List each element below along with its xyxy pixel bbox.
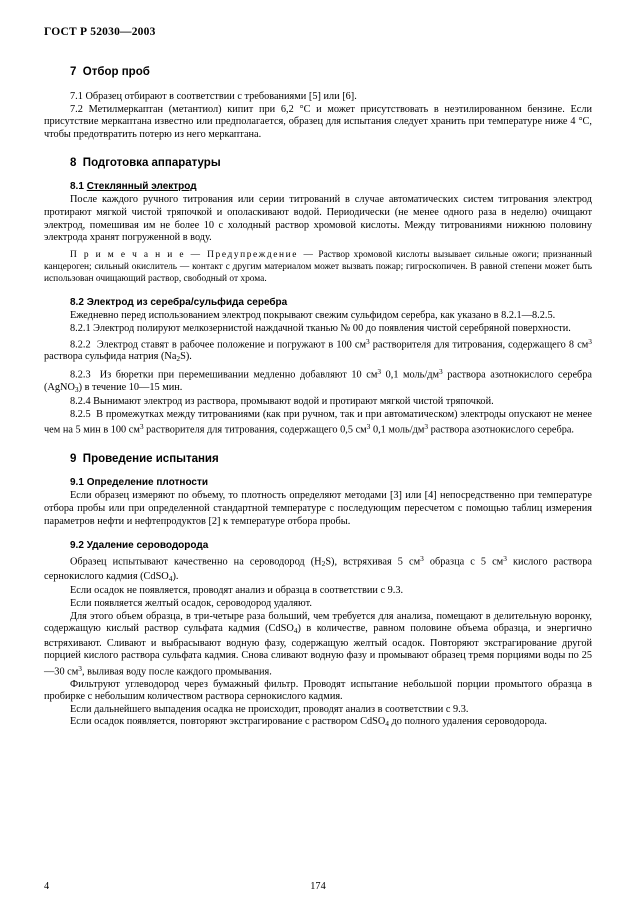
paragraph-9-2-a: Образец испытывают качественно на сероводород $(H_2S)$, встряхивая 5 $см^3$ образца с 5 $см^3$ кислого раствора сернокислого кадмия (CdSO$_4$). <box>44 554 592 583</box>
paragraph-9-2-c: Если появляется желтый осадок, сероводород удаляют. <box>70 597 312 609</box>
section-title-7: Отбор проб <box>82 66 150 78</box>
subsection-title-8-1: Стеклянный электрод <box>86 181 197 193</box>
paragraph-8-2-3: 8.2.3 Из бюретки при перемешивании медленно добавляют 10 $см^3$ 0,1 моль/$дм^3$ раствора азотнокислого серебра (AgNO$_3$) в течение 10—15 мин. <box>44 366 592 394</box>
note-text: Раствор хромовой кислоты вызывает сильные ожоги; признанный канцероген; сильный окислитель — контакт с другим материалом может вызвать пожар; гигроскопичен. В равной степени может быть использован очищающий раствор, свободный от хрома. <box>44 249 592 285</box>
section-heading-7 <box>44 66 592 78</box>
subsection-heading-9-2 <box>44 540 592 551</box>
footer-page-center: 174 <box>310 881 326 892</box>
subsection-heading-8-1 <box>44 181 592 192</box>
paragraph-8-2-1: 8.2.1 Электрод полируют мелкозернистой наждачной тканью № 00 до появления чистой серебряной поверхности. <box>70 322 571 334</box>
note-label: П р и м е ч а н и е — Предупреждение — <box>70 249 315 260</box>
subsection-title-9-2: Удаление сероводорода <box>86 540 209 552</box>
paragraph-9-2-d: Для этого объем образца, в три-четыре раза больший, чем требуется для анализа, помещают в делительную воронку, содержащую кислый раствор сульфата кадмия (CdSO$_4$) в количестве, равном половине объема образца, и энергично встряхивают. Сливают и выбрасывают водную фазу, содержащую желтый осадок. Повторяют экстрагирование другой порцией кислого раствора сульфата кадмия. Снова сливают водную фазу и промывают образец тремя порциями воды по 25—30 $см^3$, выливая воду после каждого промывания. <box>44 610 592 678</box>
footer-page-left: 4 <box>44 881 50 892</box>
note-8-1 <box>44 249 592 286</box>
paragraph-9-2-g: Если осадок появляется, повторяют экстрагирование с раствором CdSO$_4$ до полного удаления сероводорода. <box>70 716 547 729</box>
paragraph-7-1: 7.1 Образец отбирают в соответствии с требованиями [5] или [6]. <box>70 91 357 102</box>
subsection-number-8-1: 8.1 <box>70 181 84 193</box>
section-heading-8 <box>44 157 592 169</box>
paragraph-7-2: 7.2 Метилмеркаптан (метантиол) кипит при 6,2 °С и может присутствовать в неэтилированном бензине. Если присутствие меркаптана известно или предполагается, образец для испытания следует хранить при температуре ниже 4 °С, чтобы предотвратить потерю из него меркаптана. <box>44 103 592 140</box>
subsection-title-8-2: Электрод из серебра/сульфида серебра <box>86 297 288 309</box>
subsection-number-9-1: 9.1 <box>70 477 84 489</box>
subsection-number-9-2: 9.2 <box>70 540 84 552</box>
document-header: ГОСТ Р 52030—2003 <box>44 26 156 38</box>
section-title-8: Подготовка аппаратуры <box>82 157 221 170</box>
paragraph-8-2-4: 8.2.4 Вынимают электрод из раствора, промывают водой и протирают мягкой чистой тряпочкой. <box>70 396 494 408</box>
subsection-heading-8-2 <box>44 297 592 308</box>
section-heading-9 <box>44 453 592 465</box>
section-number-9: 9 <box>70 453 77 466</box>
paragraph-9-1-body: Если образец измеряют по объему, то плотность определяют методами [3] или [4] непосредственно при температуре отбора пробы или при определенной стандартной температуре с последующим пересчетом с помощью таблиц измерения параметров нефти и нефтепродуктов [2] к температуре отбора пробы. <box>44 490 592 527</box>
paragraph-8-2-2: 8.2.2 Электрод ставят в рабочее положение и погружают в 100 $см^3$ растворителя для титрования, содержащего 8 $см^3$ раствора сульфида натрия $(Na_2S)$. <box>44 336 592 364</box>
paragraph-9-2-b: Если осадок не появляется, проводят анализ и образца в соответствии с 9.3. <box>70 585 404 597</box>
section-number-8: 8 <box>70 157 77 170</box>
paragraph-9-2-f: Если дальнейшего выпадения осадка не происходит, проводят анализ в соответствии с 9.3. <box>70 703 469 715</box>
paragraph-8-2-5: 8.2.5 В промежутках между титрованиями (как при ручном, так и при автоматическом) электроды опускают не менее чем на 5 мин в 100 $см^3$ растворителя для титрования, содержащего 0,5 $см^3$ 0,1 моль/$дм^3$ раствора азотнокислого серебра. <box>44 408 592 436</box>
paragraph-8-2-intro: Ежедневно перед использованием электрод покрывают свежим сульфидом серебра, как указано в 8.2.1—8.2.5. <box>70 310 556 322</box>
section-title-9: Проведение испытания <box>82 453 219 466</box>
subsection-number-8-2: 8.2 <box>70 297 84 309</box>
paragraph-8-1-body: После каждого ручного титрования или серии титрований в случае автоматических систем титрования электрод протирают мягкой чистой тряпочкой и ополаскивают водой. Периодически (не менее одного раза в неделю) очищают электрод, помешивая им не более 10 с холодный раствор хромовой кислоты. Между титрованиями нижнюю половину электрода хранят погруженной в воду. <box>44 194 592 244</box>
paragraph-9-2-e: Фильтруют углеводород через бумажный фильтр. Проводят испытание небольшой порции промытого образца в пробирке с небольшим количеством раствора сернокислого кадмия. <box>44 678 592 703</box>
section-number-7: 7 <box>70 66 77 78</box>
page-footer <box>44 881 592 892</box>
subsection-title-9-1: Определение плотности <box>86 477 209 489</box>
subsection-heading-9-1 <box>44 477 592 488</box>
